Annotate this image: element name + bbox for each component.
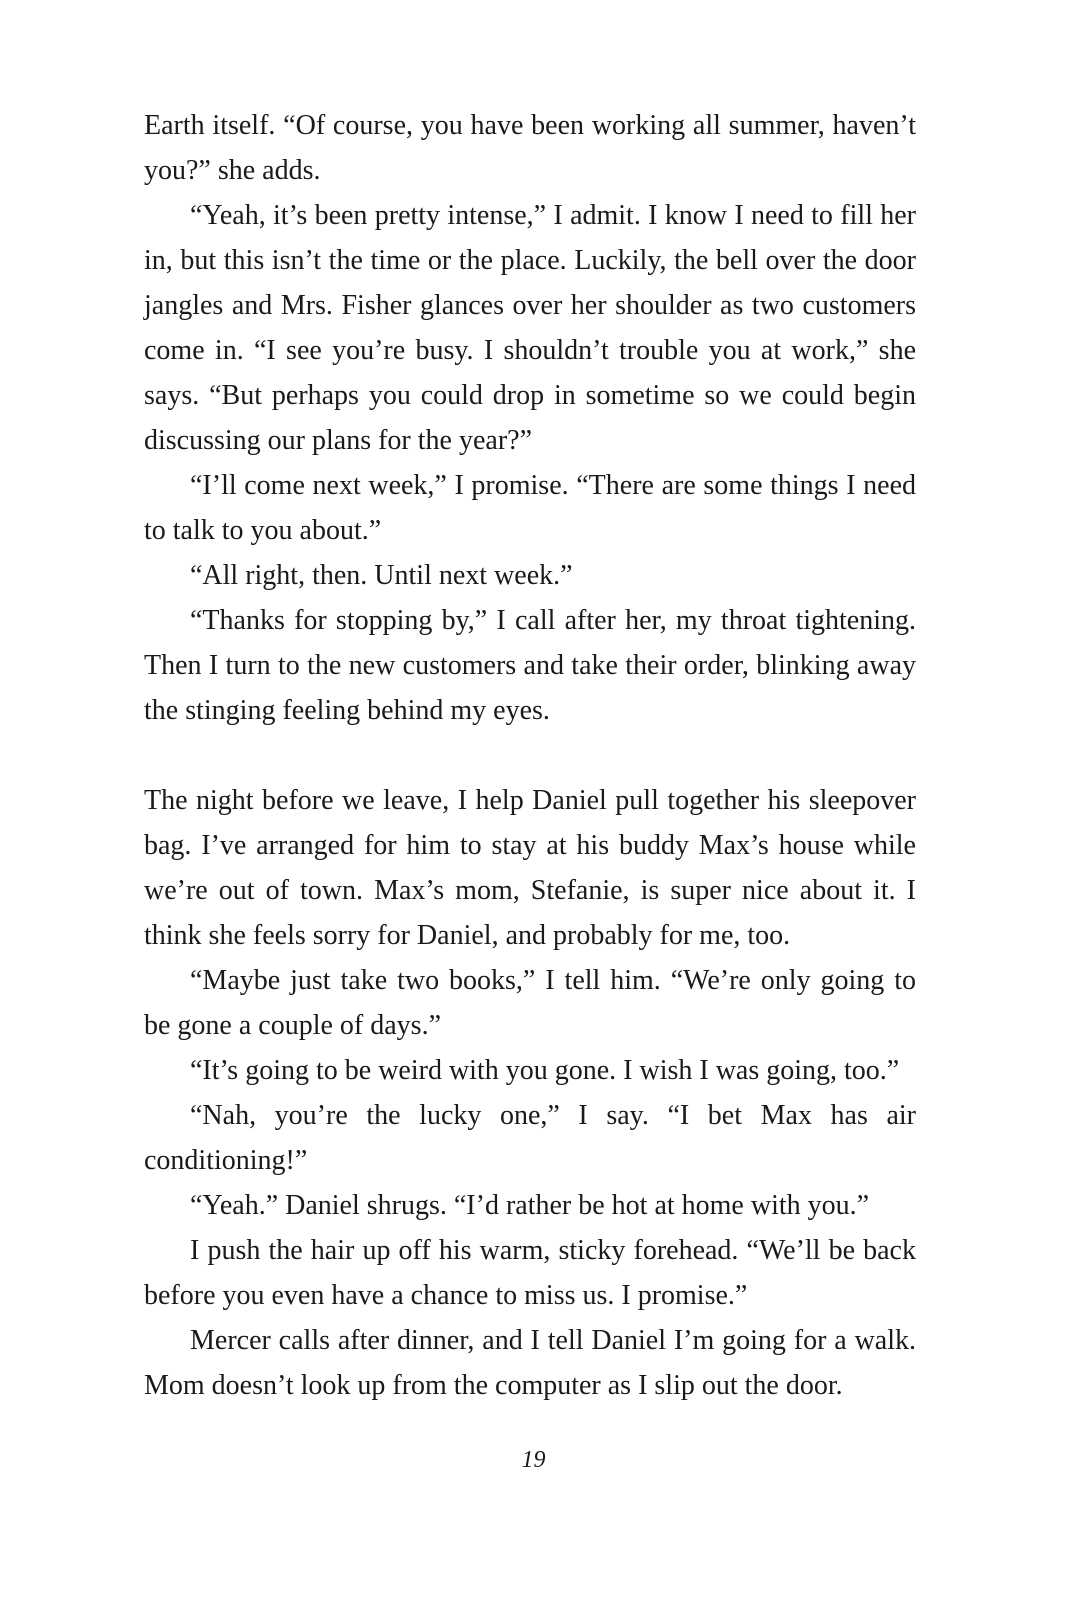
section-2-text <box>144 778 916 1408</box>
paragraph: Mercer calls after dinner, and I tell Daniel I’m going for a walk. Mom doesn’t look up from the computer as I slip out the door. <box>144 1325 916 1401</box>
page-number: 19 <box>521 1447 546 1473</box>
paragraph: Earth itself. “Of course, you have been working all summer, haven’t you?” she adds. <box>144 110 916 186</box>
paragraph: “Thanks for stopping by,” I call after her, my throat tightening. Then I turn to the new customers and take their order, blinking away the stinging feeling behind my eyes. <box>144 605 916 726</box>
paragraph: “Maybe just take two books,” I tell him. “We’re only going to be gone a couple of days.” <box>144 965 916 1041</box>
paragraph: “Nah, you’re the lucky one,” I say. “I bet Max has air conditioning!” <box>144 1100 916 1176</box>
paragraph: The night before we leave, I help Daniel pull together his sleepover bag. I’ve arranged for him to stay at his buddy Max’s house while we’re out of town. Max’s mom, Stefanie, is super nice about it. I think she feels sorry for Daniel, and probably for me, too. <box>144 785 916 951</box>
paragraph: “It’s going to be weird with you gone. I wish I was going, too.” <box>190 1055 900 1086</box>
paragraph: “I’ll come next week,” I promise. “There are some things I need to talk to you about.” <box>144 470 916 546</box>
section-1-text <box>144 103 916 733</box>
paragraph: I push the hair up off his warm, sticky forehead. “We’ll be back before you even have a chance to miss us. I promise.” <box>144 1235 916 1311</box>
paragraph: “Yeah.” Daniel shrugs. “I’d rather be hot at home with you.” <box>190 1190 870 1221</box>
paragraph: “All right, then. Until next week.” <box>190 560 573 591</box>
paragraph: “Yeah, it’s been pretty intense,” I admit. I know I need to fill her in, but this isn’t the time or the place. Luckily, the bell over the door jangles and Mrs. Fisher glances over her shoulder as two customers come in. “I see you’re busy. I shouldn’t trouble you at work,” she says. “But perhaps you could drop in sometime so we could begin discussing our plans for the year?” <box>144 200 916 456</box>
